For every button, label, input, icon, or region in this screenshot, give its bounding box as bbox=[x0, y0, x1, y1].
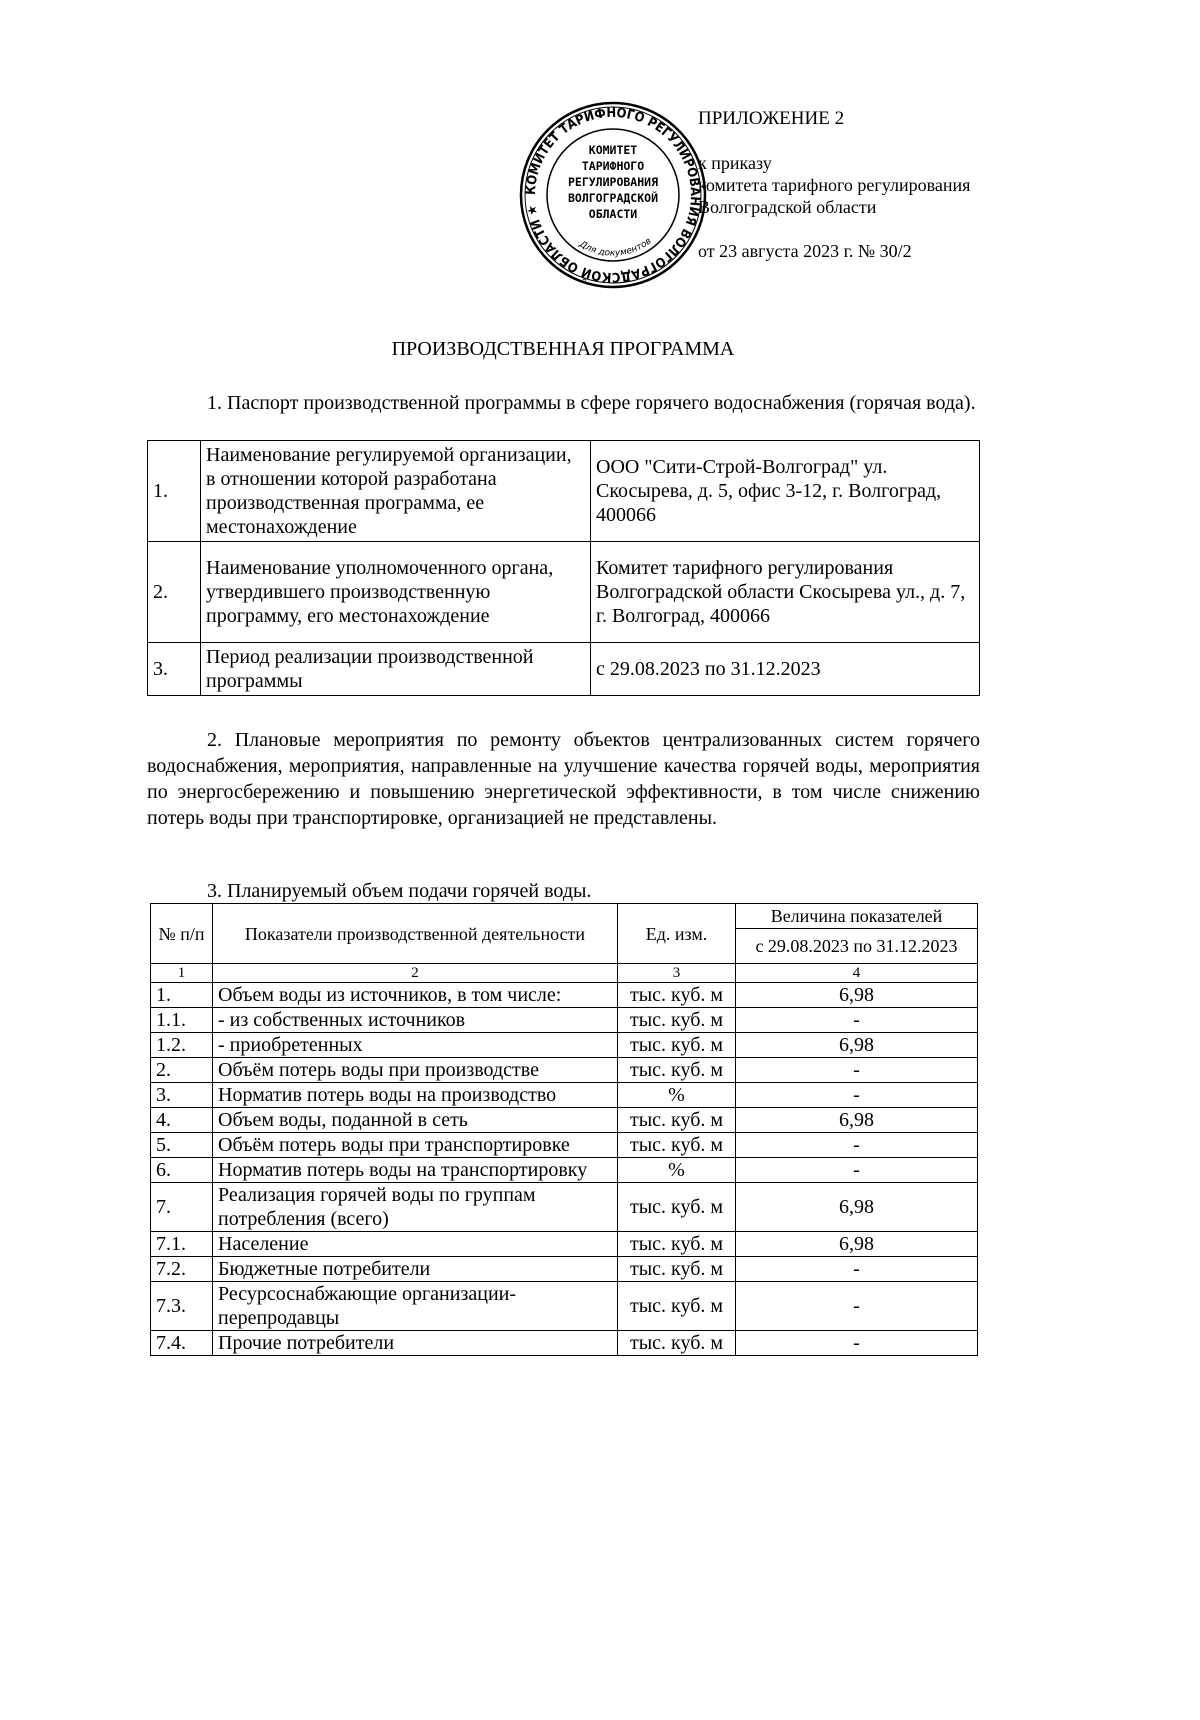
table-row bbox=[151, 1257, 978, 1282]
table-row bbox=[151, 1108, 978, 1133]
unit: % bbox=[618, 1158, 736, 1183]
svg-text:КОМИТЕТ: КОМИТЕТ bbox=[588, 143, 638, 157]
row-number: 3. bbox=[151, 1083, 213, 1108]
header-period: с 29.08.2023 по 31.12.2023 bbox=[736, 929, 978, 964]
indicator-value: - bbox=[736, 1282, 978, 1331]
indicator-value: - bbox=[736, 1158, 978, 1183]
page-title: ПРОИЗВОДСТВЕННАЯ ПРОГРАММА bbox=[391, 338, 735, 360]
indicator-value: 6,98 bbox=[736, 983, 978, 1008]
unit: тыс. куб. м bbox=[618, 1232, 736, 1257]
indicator-value: - bbox=[736, 1008, 978, 1033]
section-3-text: 3. Планируемый объем подачи горячей воды. bbox=[207, 880, 592, 902]
indicator-name: Объём потерь воды при производстве bbox=[213, 1058, 618, 1083]
passport-table bbox=[147, 440, 980, 696]
section-3-heading bbox=[147, 878, 980, 904]
unit: тыс. куб. м bbox=[618, 1108, 736, 1133]
unit: тыс. куб. м bbox=[618, 1133, 736, 1158]
section-2-text: 2. Плановые мероприятия по ремонту объектов централизованных систем горячего водоснабжения, мероприятия, направленные на улучшение качества горячей воды, мероприятия по энергосбережению и повышению энергетической эффективности, в том числе снижению потерь воды при транспортировке, организацией не представлены. bbox=[147, 729, 980, 829]
unit: тыс. куб. м bbox=[618, 1257, 736, 1282]
row-number: 2. bbox=[151, 1058, 213, 1083]
row-number: 1.1. bbox=[151, 1008, 213, 1033]
indicator-name: Объём потерь воды при транспортировке bbox=[213, 1133, 618, 1158]
unit: тыс. куб. м bbox=[618, 1033, 736, 1058]
indicator-value: 6,98 bbox=[736, 1183, 978, 1232]
indicator-name: Объем воды из источников, в том числе: bbox=[213, 983, 618, 1008]
unit: тыс. куб. м bbox=[618, 1008, 736, 1033]
indicator-name: Бюджетные потребители bbox=[213, 1257, 618, 1282]
row-number: 7. bbox=[151, 1183, 213, 1232]
column-index-row bbox=[151, 964, 978, 983]
svg-text:ОБЛАСТИ: ОБЛАСТИ bbox=[588, 207, 638, 221]
row-number: 6. bbox=[151, 1158, 213, 1183]
indicator-value: - bbox=[736, 1331, 978, 1356]
column-index: 3 bbox=[618, 964, 736, 983]
indicator-name: Население bbox=[213, 1232, 618, 1257]
row-number: 2. bbox=[148, 542, 201, 643]
header-unit: Ед. изм. bbox=[618, 904, 736, 964]
svg-text:ТАРИФНОГО: ТАРИФНОГО bbox=[581, 159, 645, 173]
svg-text:Для документов: Для документов bbox=[577, 236, 654, 259]
unit: % bbox=[618, 1083, 736, 1108]
table-row bbox=[148, 643, 980, 696]
table-row bbox=[148, 441, 980, 542]
row-number: 5. bbox=[151, 1133, 213, 1158]
indicator-name: Ресурсоснабжающие организации-перепродавцы bbox=[213, 1282, 618, 1331]
svg-text:ВОЛГОГРАДСКОЙ: ВОЛГОГРАДСКОЙ bbox=[567, 191, 659, 205]
unit: тыс. куб. м bbox=[618, 1282, 736, 1331]
column-index: 2 bbox=[213, 964, 618, 983]
unit: тыс. куб. м bbox=[618, 1058, 736, 1083]
row-number: 1. bbox=[151, 983, 213, 1008]
column-index: 4 bbox=[736, 964, 978, 983]
table-row bbox=[151, 1282, 978, 1331]
order-ref-line1: к приказу bbox=[698, 153, 772, 173]
row-value: с 29.08.2023 по 31.12.2023 bbox=[591, 643, 980, 696]
indicator-value: - bbox=[736, 1257, 978, 1282]
table-row bbox=[148, 542, 980, 643]
row-number: 7.4. bbox=[151, 1331, 213, 1356]
order-date: от 23 августа 2023 г. № 30/2 bbox=[698, 241, 912, 261]
column-index: 1 bbox=[151, 964, 213, 983]
row-number: 4. bbox=[151, 1108, 213, 1133]
row-number: 1.2. bbox=[151, 1033, 213, 1058]
table-row bbox=[151, 1331, 978, 1356]
indicator-value: - bbox=[736, 1133, 978, 1158]
volume-table bbox=[150, 903, 978, 1356]
table-header-row bbox=[151, 904, 978, 929]
table-row bbox=[151, 1183, 978, 1232]
row-value: ООО "Сити-Строй-Волгоград" ул. Скосырева, д. 5, офис 3-12, г. Волгоград, 400066 bbox=[591, 441, 980, 542]
indicator-value: 6,98 bbox=[736, 1232, 978, 1257]
row-number: 3. bbox=[148, 643, 201, 696]
row-value: Комитет тарифного регулирования Волгоградской области Скосырева ул., д. 7, г. Волгоград, 400066 bbox=[591, 542, 980, 643]
unit: тыс. куб. м bbox=[618, 1183, 736, 1232]
indicator-name: - из собственных источников bbox=[213, 1008, 618, 1033]
table-row bbox=[151, 1033, 978, 1058]
table-row bbox=[151, 1058, 978, 1083]
order-ref-line2: комитета тарифного регулирования bbox=[698, 175, 971, 195]
table-row bbox=[151, 1008, 978, 1033]
section-1-heading bbox=[147, 390, 980, 416]
svg-text:РЕГУЛИРОВАНИЯ: РЕГУЛИРОВАНИЯ bbox=[567, 175, 659, 189]
official-stamp bbox=[518, 100, 708, 290]
table-row bbox=[151, 1083, 978, 1108]
indicator-name: Реализация горячей воды по группам потребления (всего) bbox=[213, 1183, 618, 1232]
header-num: № п/п bbox=[151, 904, 213, 964]
indicator-name: Норматив потерь воды на производство bbox=[213, 1083, 618, 1108]
table-row bbox=[151, 1232, 978, 1257]
appendix-label: ПРИЛОЖЕНИЕ 2 bbox=[698, 108, 845, 129]
indicator-value: - bbox=[736, 1058, 978, 1083]
row-label: Наименование уполномоченного органа, утвердившего производственную программу, его местонахождение bbox=[201, 542, 591, 643]
section-2-paragraph bbox=[147, 727, 980, 831]
table-row bbox=[151, 1158, 978, 1183]
indicator-value: 6,98 bbox=[736, 1108, 978, 1133]
order-ref-line3: Волгоградской области bbox=[698, 197, 877, 217]
indicator-value: 6,98 bbox=[736, 1033, 978, 1058]
row-label: Период реализации производственной программы bbox=[201, 643, 591, 696]
table-row bbox=[151, 1133, 978, 1158]
unit: тыс. куб. м bbox=[618, 983, 736, 1008]
header-indicator: Показатели производственной деятельности bbox=[213, 904, 618, 964]
row-number: 7.3. bbox=[151, 1282, 213, 1331]
row-label: Наименование регулируемой организации, в отношении которой разработана производственная программа, ее местонахождение bbox=[201, 441, 591, 542]
indicator-name: - приобретенных bbox=[213, 1033, 618, 1058]
indicator-value: - bbox=[736, 1083, 978, 1108]
unit: тыс. куб. м bbox=[618, 1331, 736, 1356]
indicator-name: Объем воды, поданной в сеть bbox=[213, 1108, 618, 1133]
table-row bbox=[151, 983, 978, 1008]
header-value-group: Величина показателей bbox=[736, 904, 978, 929]
row-number: 7.1. bbox=[151, 1232, 213, 1257]
indicator-name: Норматив потерь воды на транспортировку bbox=[213, 1158, 618, 1183]
indicator-name: Прочие потребители bbox=[213, 1331, 618, 1356]
svg-text:КОМИТЕТ ТАРИФНОГО РЕГУЛИРОВАНИ: КОМИТЕТ ТАРИФНОГО РЕГУЛИРОВАНИЯ ВОЛГОГРАДСКОЙ ОБЛАСТИ ★ bbox=[523, 105, 703, 285]
section-1-text: 1. Паспорт производственной программы в сфере горячего водоснабжения (горячая вода). bbox=[207, 392, 976, 414]
row-number: 7.2. bbox=[151, 1257, 213, 1282]
row-number: 1. bbox=[148, 441, 201, 542]
